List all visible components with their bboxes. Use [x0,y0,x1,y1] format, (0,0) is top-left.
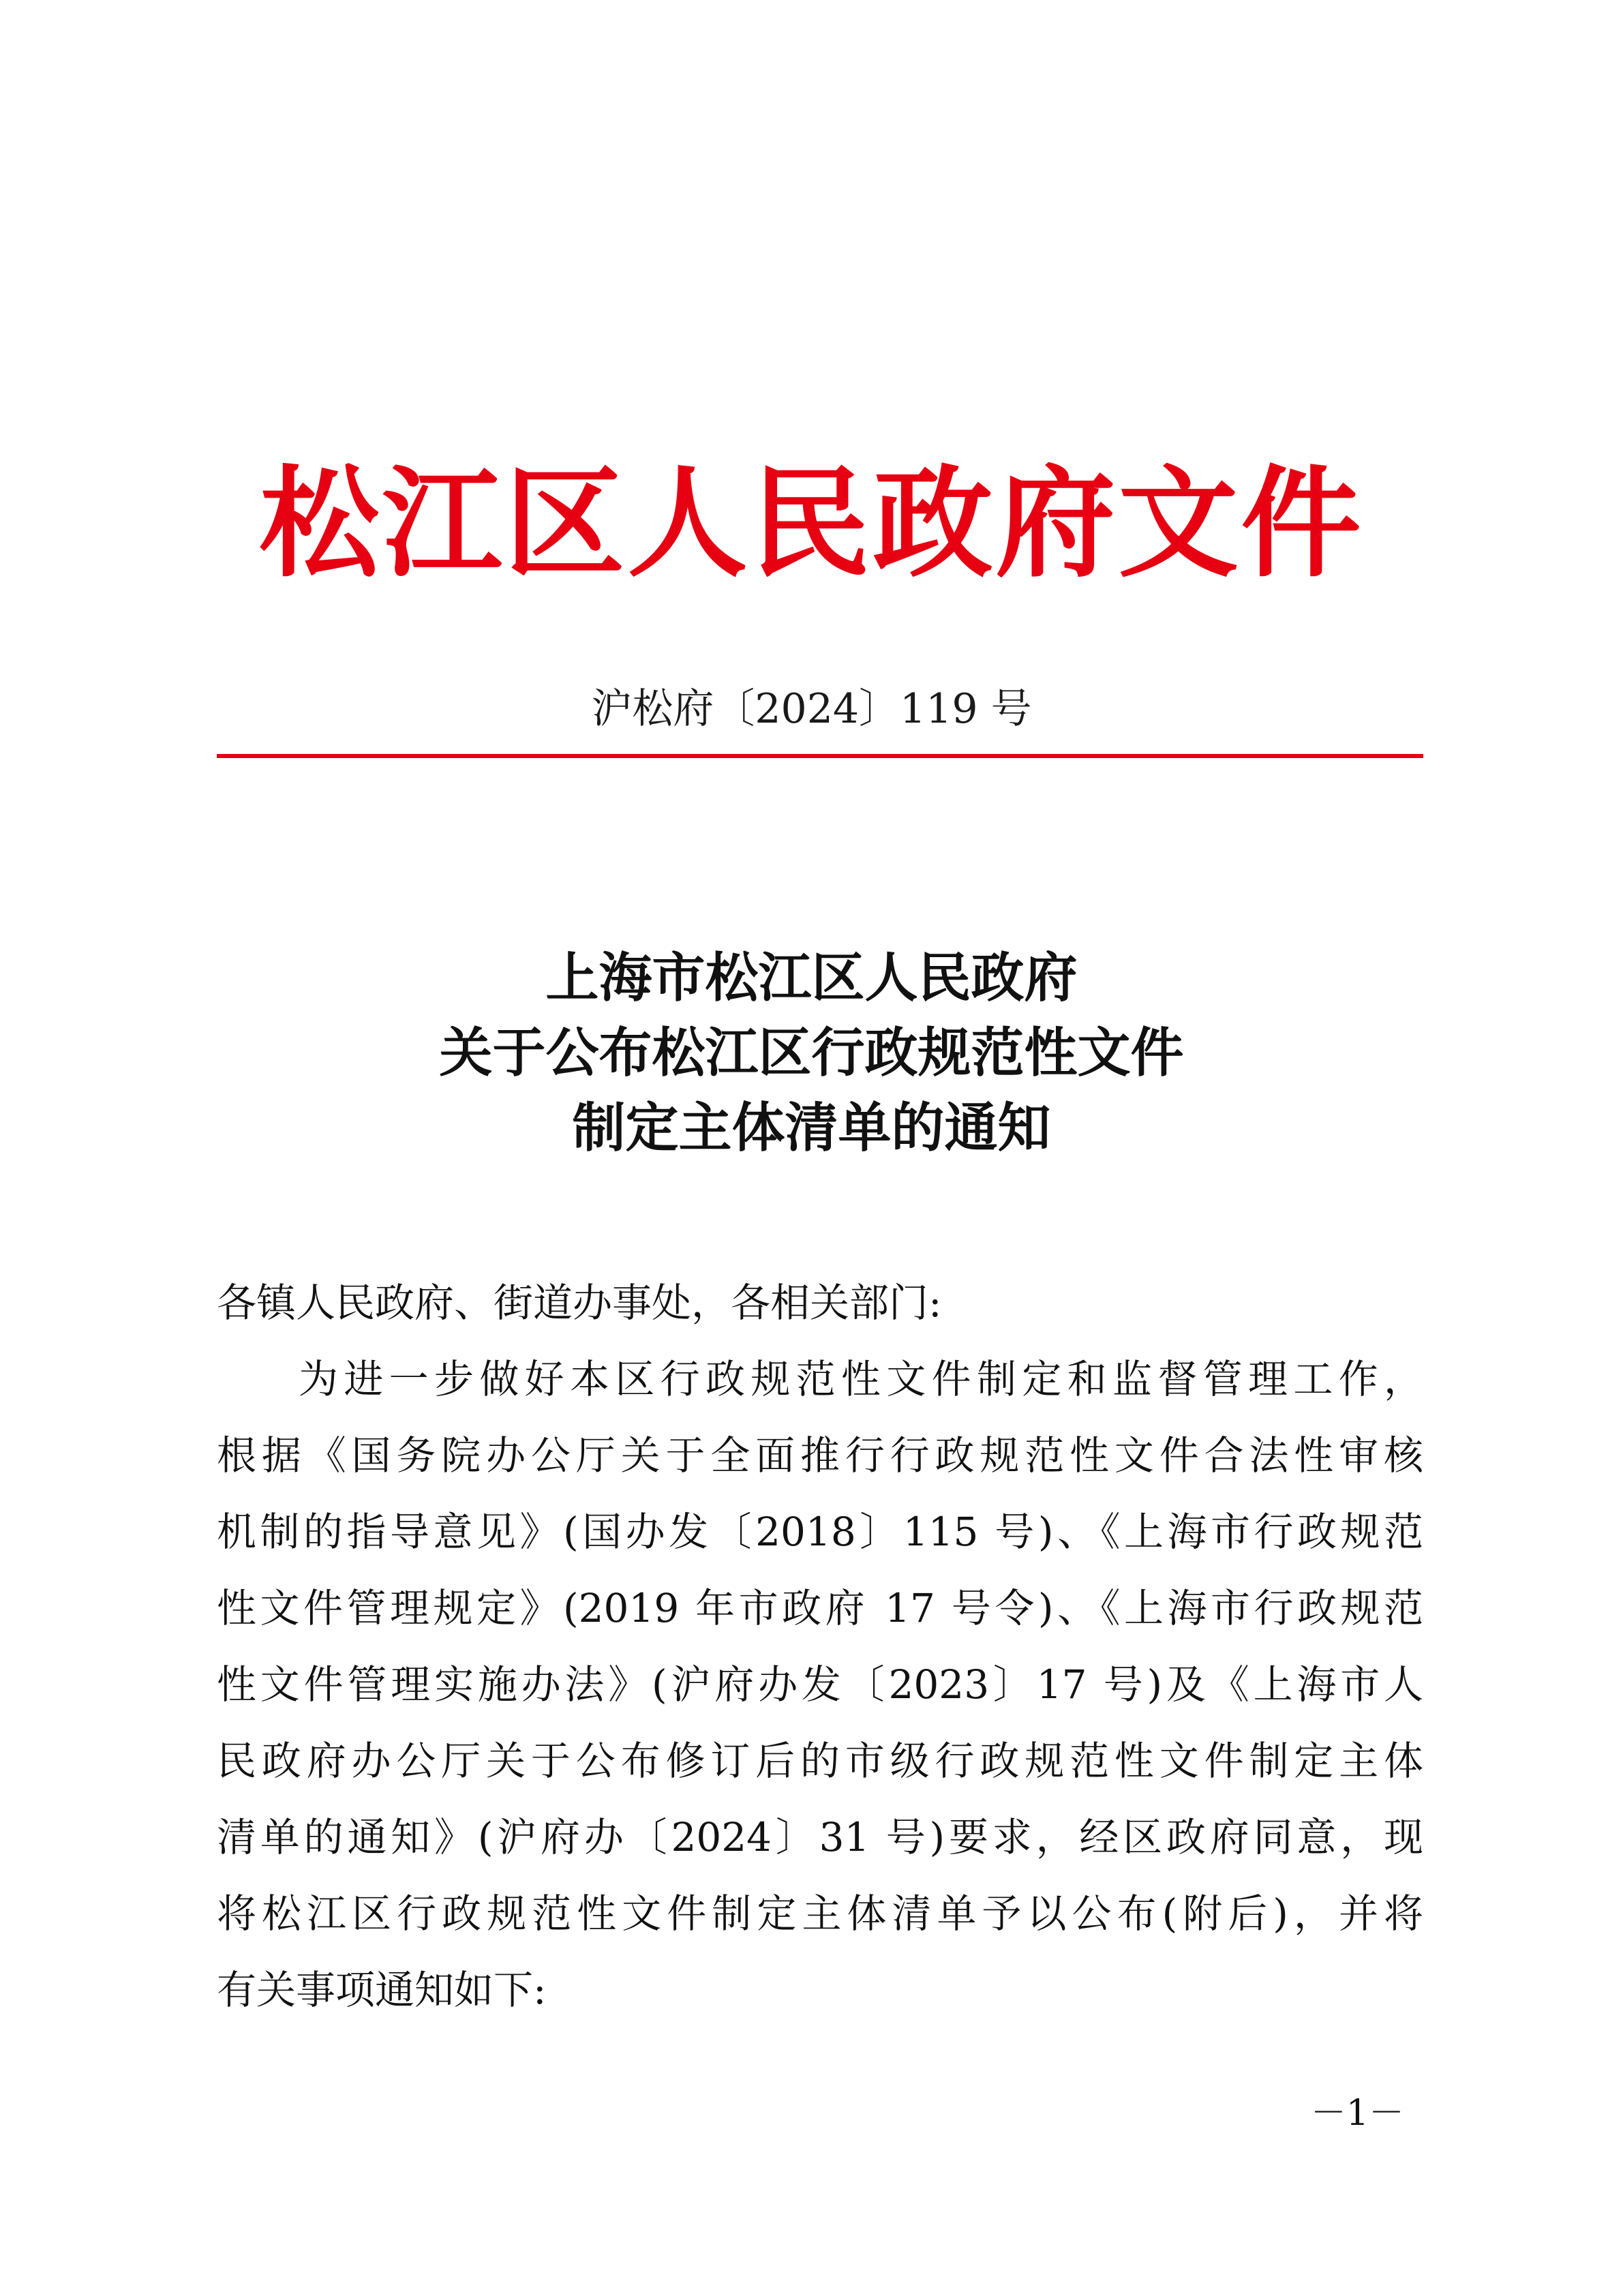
notice-title-line: 制定主体清单的通知 [572,1097,1051,1159]
masthead-title: 松江区人民政府文件 [259,453,1364,594]
notice-title-line: 上海市松江区人民政府 [545,947,1078,1009]
notice-title [0,941,1623,1166]
red-divider-line [217,754,1423,758]
document-number: 沪松府〔2024〕119 号 [591,685,1032,733]
body-line: 性文件管理实施办法》(沪府办发〔2023〕17 号)及《上海市人 [217,1661,1423,1708]
body-line: 根据《国务院办公厅关于全面推行行政规范性文件合法性审核 [217,1432,1423,1479]
body-line: 有关事项通知如下: [217,1967,547,2013]
salutation: 各镇人民政府、街道办事处，各相关部门: [217,1280,942,1326]
notice-title-line: 关于公布松江区行政规范性文件 [439,1022,1184,1084]
body-line: 民政府办公厅关于公布修订后的市级行政规范性文件制定主体 [217,1738,1423,1784]
body-line: 将松江区行政规范性文件制定主体清单予以公布(附后)，并将 [217,1890,1423,1937]
body-line: 为进一步做好本区行政规范性文件制定和监督管理工作， [299,1356,1423,1402]
body-line: 性文件管理规定》(2019 年市政府 17 号令)、《上海市行政规范 [217,1585,1423,1631]
body-line: 机制的指导意见》(国办发〔2018〕115 号)、《上海市行政规范 [217,1509,1423,1555]
page-number: －1－ [1310,2093,1404,2134]
body-text [217,1341,1423,2028]
body-line: 清单的通知》(沪府办〔2024〕31 号)要求，经区政府同意，现 [217,1814,1423,1860]
